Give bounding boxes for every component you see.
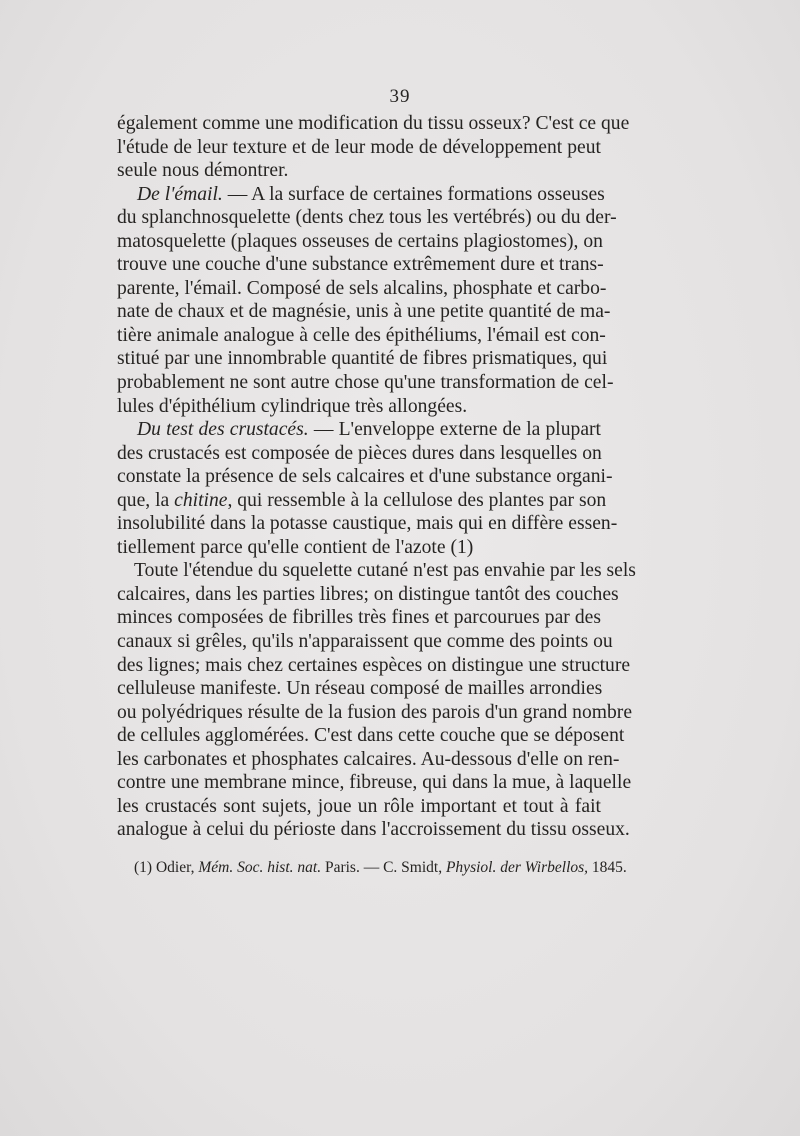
line-text: que, la	[117, 489, 175, 511]
text-line	[117, 395, 601, 419]
line-text: insolubilité dans la potasse caustique, mais qui en diffère essen-	[117, 513, 618, 535]
text-line	[117, 677, 601, 701]
text-line	[117, 347, 608, 371]
text-line	[117, 701, 633, 725]
text-line	[117, 159, 601, 183]
line-italic: Du test des crustacés.	[137, 419, 309, 441]
footnote-journal: Mém. Soc. hist. nat.	[198, 859, 322, 876]
line-text: celluleuse manifeste. Un réseau composé de mailles arrondies	[117, 678, 603, 700]
line-text: parente, l'émail. Composé de sels alcalins, phosphate et carbo-	[117, 277, 607, 299]
body-text	[117, 112, 636, 842]
line-text: matosquelette (plaques osseuses de certains plagiostomes), on	[117, 230, 603, 252]
line-text: seule nous démontrer.	[117, 160, 289, 182]
text-line	[117, 253, 604, 277]
line-text: ou polyédriques résulte de la fusion des parois d'un grand nombre	[117, 701, 633, 723]
text-line	[117, 606, 601, 630]
text-line	[117, 206, 617, 230]
text-line	[117, 536, 601, 560]
text-line	[117, 583, 619, 607]
footnote-prefix: (1) Odier,	[134, 859, 199, 876]
text-line	[117, 371, 614, 395]
line-text: probablement ne sont autre chose qu'une transformation de cel-	[117, 372, 614, 394]
text-line	[117, 559, 636, 583]
text-line	[117, 300, 611, 324]
line-text: du splanchnosquelette (dents chez tous les vertébrés) ou du der-	[117, 207, 617, 229]
line-text: calcaires, dans les parties libres; on distingue tantôt des couches	[117, 583, 619, 605]
line-text: — L'enveloppe externe de la plupart	[308, 419, 601, 441]
line-text: des lignes; mais chez certaines espèces on distingue une structure	[117, 654, 631, 676]
line-text: l'étude de leur texture et de leur mode de développement peut	[117, 136, 601, 158]
text-line	[117, 489, 607, 513]
text-line	[117, 818, 630, 842]
text-line	[117, 795, 601, 819]
footnote	[134, 858, 627, 878]
footnote-book: Physiol. der Wirbellos,	[445, 859, 589, 876]
line-text: de cellules agglomérées. C'est dans cette couche que se déposent	[117, 725, 625, 747]
text-line	[117, 183, 605, 207]
text-line	[117, 324, 606, 348]
line-text: des crustacés est composée de pièces dures dans lesquelles on	[117, 442, 602, 464]
text-line	[117, 512, 618, 536]
text-line	[117, 630, 613, 654]
line-text: les carbonates et phosphates calcaires. Au-dessous d'elle on ren-	[117, 748, 620, 770]
footnote-suffix: 1845.	[588, 859, 627, 876]
text-line	[117, 136, 601, 160]
text-line	[117, 277, 607, 301]
line-text: nate de chaux et de magnésie, unis à une petite quantité de ma-	[117, 301, 611, 323]
line-text: constate la présence de sels calcaires et d'une substance organi-	[117, 466, 613, 488]
line-text: trouve une couche d'une substance extrêmement dure et trans-	[117, 254, 604, 276]
text-line	[117, 465, 613, 489]
line-text: également comme une modification du tissu osseux? C'est ce que	[117, 113, 630, 134]
line-text: canaux si grêles, qu'ils n'apparaissent que comme des points ou	[117, 631, 613, 653]
text-line	[117, 724, 625, 748]
page-number: 39	[389, 86, 411, 107]
footnote-middle: Paris. — C. Smidt,	[321, 859, 446, 876]
text-line	[117, 748, 620, 772]
line-text: tière animale analogue à celle des épithéliums, l'émail est con-	[117, 324, 606, 346]
text-line	[117, 771, 632, 795]
line-text: — A la surface de certaines formations osseuses	[222, 183, 605, 205]
line-text: tiellement parce qu'elle contient de l'azote (1)	[117, 536, 474, 558]
line-text: lules d'épithélium cylindrique très allongées.	[117, 395, 468, 417]
line-italic: De l'émail.	[137, 183, 223, 205]
line-text: minces composées de fibrilles très fines et parcourues par des	[117, 607, 601, 629]
text-line	[117, 112, 630, 136]
text-line	[117, 442, 601, 466]
line-text: contre une membrane mince, fibreuse, qui dans la mue, à laquelle	[117, 772, 632, 794]
line-text: stitué par une innombrable quantité de fibres prismatiques, qui	[117, 348, 608, 370]
text-line	[117, 230, 601, 254]
line-italic: chitine	[174, 489, 228, 511]
text-line	[117, 654, 631, 678]
line-text: , qui ressemble à la cellulose des plantes par son	[227, 489, 607, 511]
text-line	[117, 418, 601, 442]
line-text: les crustacés sont sujets, joue un rôle important et tout à fait	[117, 795, 601, 817]
line-text: Toute l'étendue du squelette cutané n'est pas envahie par les sels	[134, 560, 636, 582]
line-text: analogue à celui du périoste dans l'accroissement du tissu osseux.	[117, 819, 630, 841]
